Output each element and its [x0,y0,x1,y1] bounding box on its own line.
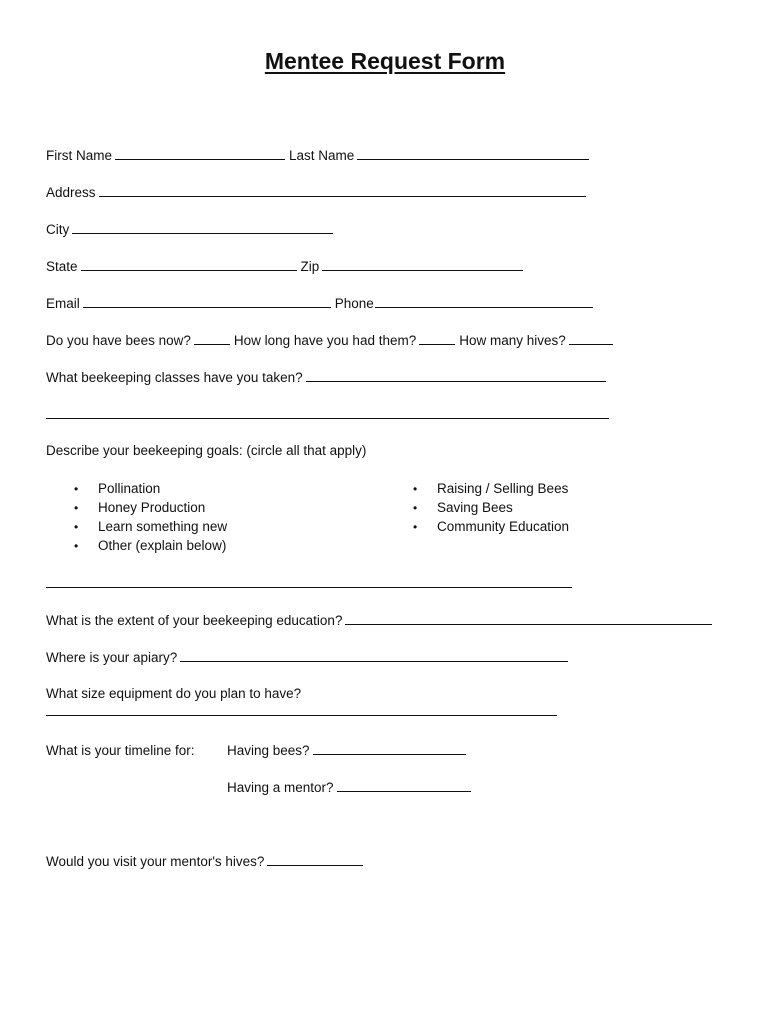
classes-taken-field-line-2[interactable] [46,406,609,419]
first-name-label: First Name [46,148,113,163]
bees-status-row [46,332,617,350]
zip-field[interactable] [322,258,523,271]
how-long-label: How long have you had them? [233,333,417,348]
goal-option-label: Community Education [437,519,570,534]
having-bees-label: Having bees? [227,743,310,758]
mentor-timeline-row [227,779,475,797]
last-name-field[interactable] [357,147,589,160]
bullet-icon: • [74,539,79,553]
goal-option[interactable] [74,481,160,499]
equipment-size-field[interactable] [46,703,557,716]
name-row [46,147,593,165]
classes-row [46,369,610,387]
timeline-label: What is your timeline for: [46,743,195,758]
email-phone-row [46,295,597,313]
goal-option-label: Pollination [98,481,161,496]
bullet-icon: • [413,520,418,534]
goal-option-label: Raising / Selling Bees [437,481,569,496]
goal-option-label: Learn something new [98,519,228,534]
goal-option[interactable] [413,500,513,518]
city-label: City [46,222,70,237]
email-field[interactable] [83,295,331,308]
zip-label: Zip [300,259,320,274]
last-name-label: Last Name [289,148,355,163]
classes-taken-field[interactable] [306,369,606,382]
equipment-size-label: What size equipment do you plan to have? [46,686,302,701]
classes-continuation-row [46,406,613,424]
visit-hives-label: Would you visit your mentor's hives? [46,854,265,869]
have-bees-field[interactable] [194,332,230,345]
visit-hives-row [46,853,367,871]
other-explain-row [46,575,576,593]
having-mentor-label: Having a mentor? [227,780,334,795]
state-field[interactable] [81,258,297,271]
goal-option[interactable] [413,481,568,499]
other-explain-field[interactable] [46,575,572,588]
education-extent-label: What is the extent of your beekeeping education? [46,613,343,628]
education-row [46,612,716,630]
goals-label: Describe your beekeeping goals: (circle all that apply) [46,443,367,458]
equipment-row [46,686,301,704]
apiary-field[interactable] [180,649,568,662]
goal-option-label: Honey Production [98,500,206,515]
classes-taken-label: What beekeeping classes have you taken? [46,370,303,385]
goal-option-label: Saving Bees [437,500,513,515]
apiary-row [46,649,572,667]
having-bees-field[interactable] [313,742,466,755]
bullet-icon: • [74,520,79,534]
goal-option[interactable] [74,538,226,556]
state-label: State [46,259,78,274]
goals-row [46,443,366,461]
city-row [46,221,337,239]
bullet-icon: • [413,501,418,515]
timeline-row [46,742,470,760]
how-many-hives-field[interactable] [569,332,613,345]
email-label: Email [46,296,80,311]
having-mentor-field[interactable] [337,779,471,792]
bullet-icon: • [74,482,79,496]
how-many-hives-label: How many hives? [459,333,566,348]
first-name-field[interactable] [115,147,285,160]
goal-option[interactable] [413,519,569,537]
apiary-label: Where is your apiary? [46,650,178,665]
address-field[interactable] [99,184,586,197]
goal-option[interactable] [74,519,227,537]
page-title: Mentee Request Form [264,48,506,74]
goal-option-label: Other (explain below) [98,538,227,553]
city-field[interactable] [72,221,333,234]
address-label: Address [46,185,96,200]
bullet-icon: • [74,501,79,515]
phone-label: Phone [334,296,374,311]
phone-field[interactable] [375,295,593,308]
state-zip-row [46,258,527,276]
bullet-icon: • [413,482,418,496]
have-bees-label: Do you have bees now? [46,333,191,348]
visit-hives-field[interactable] [267,853,363,866]
goal-option[interactable] [74,500,205,518]
education-extent-field[interactable] [345,612,712,625]
how-long-field[interactable] [419,332,455,345]
equipment-field-row [46,703,561,721]
address-row [46,184,590,202]
